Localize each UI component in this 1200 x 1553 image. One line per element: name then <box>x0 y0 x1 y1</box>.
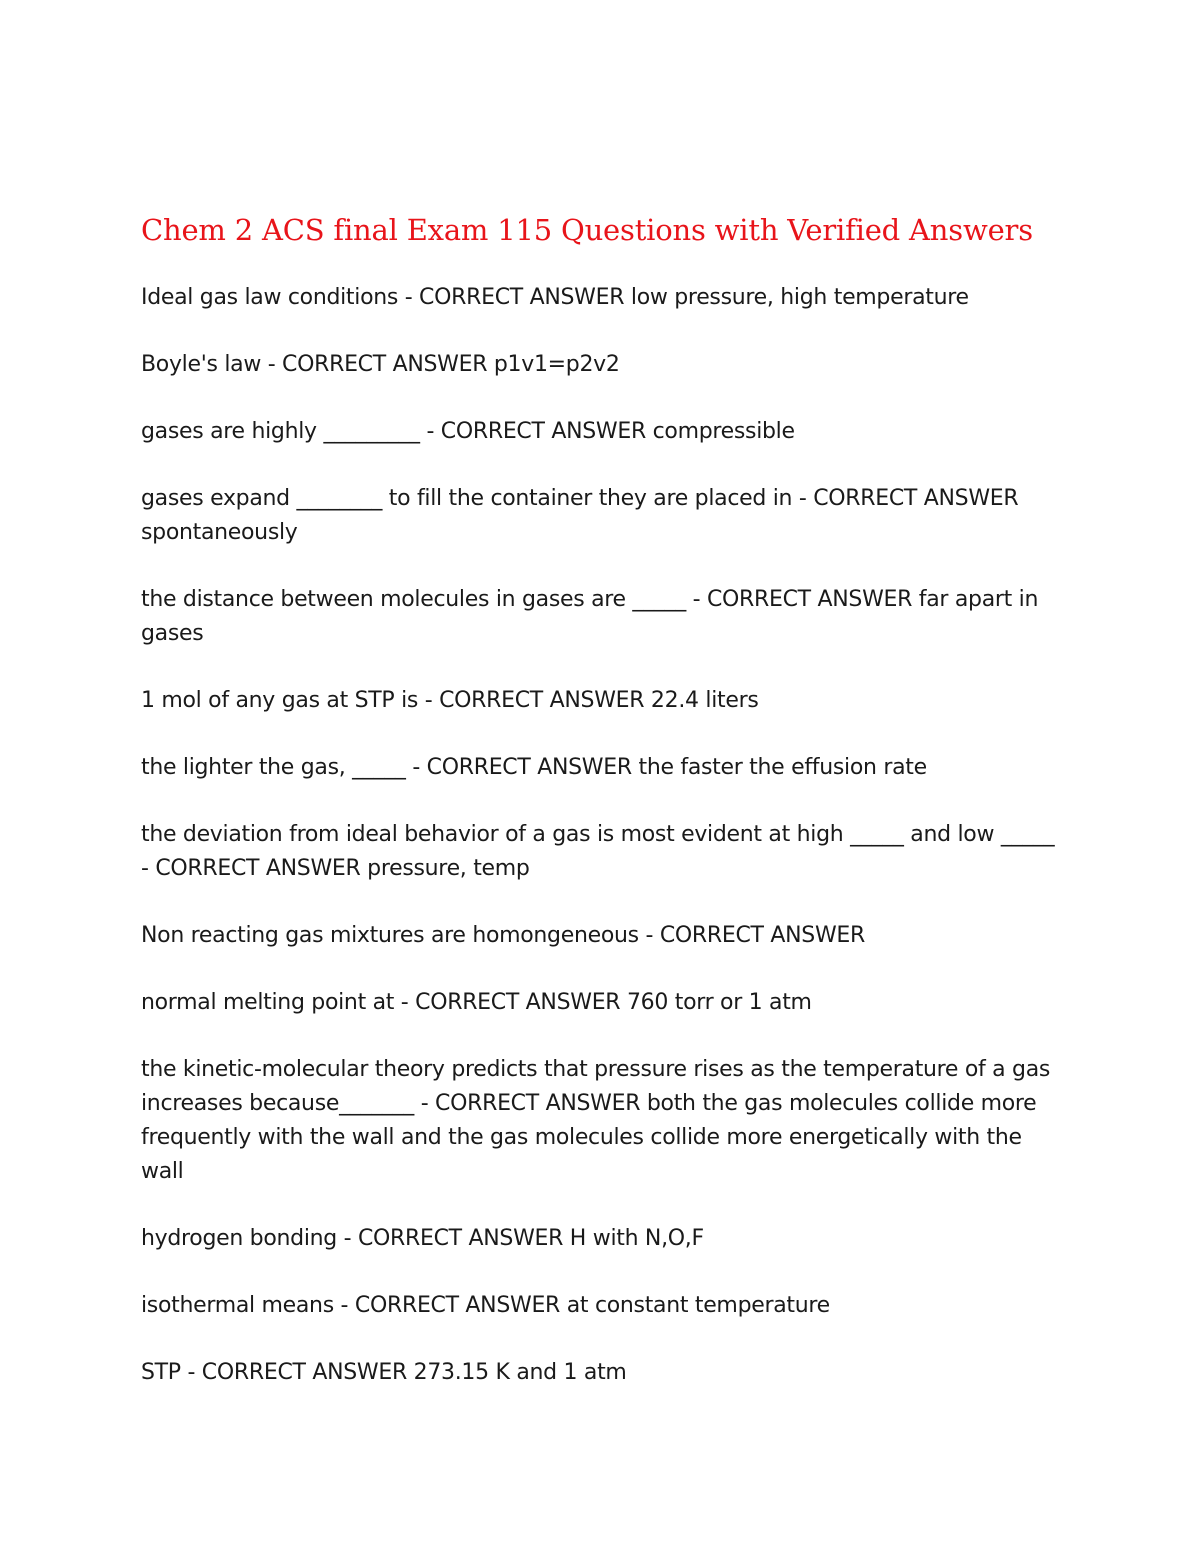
qa-item: the kinetic-molecular theory predicts that pressure rises as the temperature of a gas increases because_______ - CORRECT ANSWER both the gas molecules collide more frequently with the wall and the gas molecules collide more energetically with the wall <box>141 1057 1051 1184</box>
qa-item: hydrogen bonding - CORRECT ANSWER H with N,O,F <box>141 1226 704 1251</box>
qa-item: Boyle's law - CORRECT ANSWER p1v1=p2v2 <box>141 352 620 377</box>
qa-item: gases are highly _________ - CORRECT ANSWER compressible <box>141 419 795 444</box>
qa-item: Non reacting gas mixtures are homongeneous - CORRECT ANSWER <box>141 923 865 948</box>
qa-item: gases expand ________ to fill the container they are placed in - CORRECT ANSWER spontaneously <box>141 486 1019 545</box>
qa-item: the distance between molecules in gases are _____ - CORRECT ANSWER far apart in gases <box>141 587 1039 646</box>
qa-item: normal melting point at - CORRECT ANSWER 760 torr or 1 atm <box>141 990 812 1015</box>
qa-item: the lighter the gas, _____ - CORRECT ANSWER the faster the effusion rate <box>141 755 927 780</box>
document-title: Chem 2 ACS final Exam 115 Questions with Verified Answers <box>141 213 1033 247</box>
document-content <box>141 210 1061 1423</box>
qa-item: STP - CORRECT ANSWER 273.15 K and 1 atm <box>141 1360 627 1385</box>
qa-item: Ideal gas law conditions - CORRECT ANSWER low pressure, high temperature <box>141 285 969 310</box>
qa-item: the deviation from ideal behavior of a gas is most evident at high _____ and low _____ - CORRECT ANSWER pressure, temp <box>141 822 1055 881</box>
qa-item: 1 mol of any gas at STP is - CORRECT ANSWER 22.4 liters <box>141 688 759 713</box>
qa-item: isothermal means - CORRECT ANSWER at constant temperature <box>141 1293 830 1318</box>
